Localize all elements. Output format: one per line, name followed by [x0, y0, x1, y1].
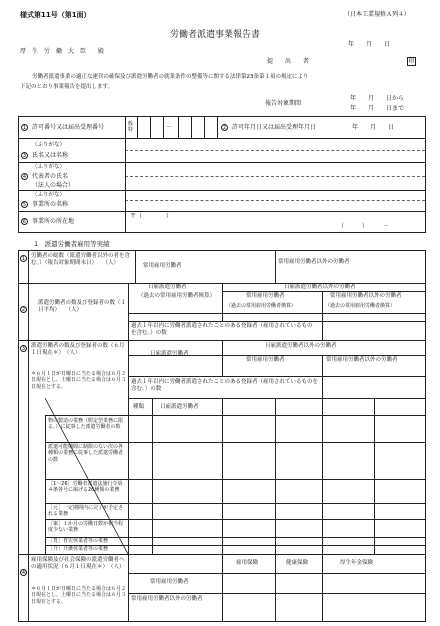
- submission-date: 年 月 日: [348, 41, 391, 48]
- item3-label: 派遣労働者の数及び登録者の数（６月１日現在＊） （人）: [31, 343, 125, 356]
- item-number-2: 2: [21, 307, 26, 313]
- intro-line-1: 労働者派遣事業の適正な運営の確保及び派遣労働者の就業条件の整備等に関する法律第23条第１項の規定により: [32, 74, 309, 80]
- item2-registered: 過去１年以内に労働者派遣されたことのある登録者（雇用されているものを含む。）の数: [131, 323, 313, 336]
- furigana-label-1: （ふりがな）: [32, 142, 66, 148]
- item4-kosei: 厚生年金保険: [340, 560, 374, 566]
- item-number-3: 3: [21, 346, 26, 352]
- item-number-1: 1: [21, 256, 26, 262]
- representative-sublabel: （法人の場合）: [32, 182, 75, 189]
- type-row-1: 物の製造の業務（附定型業務に限る。）に従事した派遣労働者の数: [48, 418, 124, 431]
- item2-regular-sub: （過去の常用雇用労働者換算）: [226, 303, 297, 309]
- postal-code-field[interactable]: 〒（ ）: [130, 213, 173, 220]
- type-row-6: ［育］育児休業者等の業務: [48, 538, 109, 544]
- item4-label: 雇用保険及び社会保険の派遣労働者への適用状況（６月１日現在＊） （人）: [31, 557, 125, 570]
- row-number-2: 2: [222, 125, 227, 131]
- item3-haken: 日雇派遣労働者: [150, 351, 189, 357]
- item2-nonday: 日雇派遣労働者以外の労働者: [284, 284, 356, 290]
- form-number: 様式第11号（第1面）: [20, 11, 91, 19]
- item2-haken: 日雇派遣労働者: [148, 284, 187, 290]
- item4-note: ＊６月１日が日曜日に当たる場合は６月２日現在とし、土曜日に当たる場合は６月３日現在とする。: [31, 586, 127, 605]
- item2-nonregular: 常用雇用労働者以外の労働者: [330, 293, 402, 299]
- row-number-6: 6: [22, 219, 27, 225]
- document-title: 労働者派遣事業報告書: [170, 30, 261, 40]
- license-category: 般特: [128, 121, 134, 134]
- item2-haken-sub: （過去の常用雇用労働者換算）: [138, 293, 216, 299]
- addressee: 厚 生 労 働 大 臣 殿: [20, 48, 105, 55]
- representative-label: 代表者の氏名: [32, 173, 69, 180]
- row-number-1: 1: [22, 125, 27, 131]
- period-label: 報告対象期間: [265, 100, 302, 107]
- type-row-3: ［1～26］労働者派遣法施行令第４条各号に掲げる26種類の業務: [48, 481, 123, 494]
- period-to: 年 月 日まで: [350, 105, 405, 112]
- item3-registered: 過去１年以内に労働者派遣されたことのある登録者（雇用されているものを含む。）の数: [131, 379, 319, 392]
- office-name-label: 事業所の名称: [32, 201, 69, 208]
- period-from: 年 月 日から: [350, 95, 405, 102]
- row-number-3: 3: [22, 153, 27, 159]
- intro-line-2: 下記のとおり事業報告を提出します。: [20, 84, 114, 90]
- type-header: 種類: [133, 404, 145, 410]
- seal-mark: 印: [408, 58, 415, 65]
- item1-label: 労働者の総数（派遣労働者以外の者を含む。）（報告対象期間末日） （人）: [31, 253, 131, 266]
- furigana-label-2: （ふりがな）: [32, 164, 66, 170]
- type-row-2: 派遣可能期間に制限のない次の各種類の業務に従事した派遣労働者の数: [48, 444, 124, 463]
- section-heading: 1 派遣労働者雇用等実績: [34, 240, 110, 248]
- license-number-label: 許可番号又は届出受理番号: [32, 124, 105, 131]
- row-number-4: 4: [22, 174, 27, 180]
- type-row-5: ［案］１か月の労働日数が相当程度少ない業務: [48, 521, 124, 534]
- furigana-label-3: （ふりがな）: [32, 192, 66, 198]
- item3-note: ＊６月１日が日曜日に当たる場合は６月２日現在とし、土曜日に当たる場合は６月３日現在とする。: [31, 371, 127, 390]
- dash-mark: －: [166, 124, 173, 131]
- item2-regular: 常用雇用労働者: [246, 293, 285, 299]
- phone-field[interactable]: （ ） －: [338, 223, 390, 230]
- type-row-4: ［元］一定期間内に完了が予定される業務: [48, 505, 124, 518]
- type-row-7: ［介］介護休業者等の業務: [48, 546, 109, 552]
- item4-nonregular: 常用雇用労働者以外の労働者: [131, 596, 203, 602]
- item3-nonregular: 常用雇用労働者以外の労働者: [326, 357, 398, 363]
- item2-nonregular-sub: （過去の常用雇用労働者換算）: [325, 303, 396, 309]
- item3-regular: 常用雇用労働者: [246, 357, 285, 363]
- item4-koyo: 雇用保険: [236, 560, 259, 566]
- type-haken: 日雇派遣労働者: [160, 404, 199, 410]
- paper-standard: （日本工業規格Ａ列４）: [344, 11, 411, 18]
- submitter-label: 提 出 者: [267, 58, 310, 65]
- item-number-4: 4: [21, 570, 26, 576]
- office-address-label: 事業所の所在地: [32, 218, 75, 225]
- item4-kenko: 健康保険: [286, 560, 309, 566]
- item1-regular: 常用雇用労働者: [143, 263, 182, 269]
- item3-nonday: 日雇派遣労働者以外の労働者: [265, 343, 337, 349]
- item2-label: 派遣労働者の数及び登録者の数（１日平均） （人）: [38, 300, 127, 313]
- item4-regular: 常用雇用労働者: [150, 579, 189, 585]
- row-number-5: 5: [22, 202, 27, 208]
- name-label: 氏名又は名称: [32, 152, 69, 159]
- license-date-label: 許可年月日又は届出受理年月日: [232, 124, 317, 131]
- license-date: 年 月 日: [352, 124, 395, 131]
- item1-nonregular: 常用雇用労働者以外の労働者: [278, 259, 350, 265]
